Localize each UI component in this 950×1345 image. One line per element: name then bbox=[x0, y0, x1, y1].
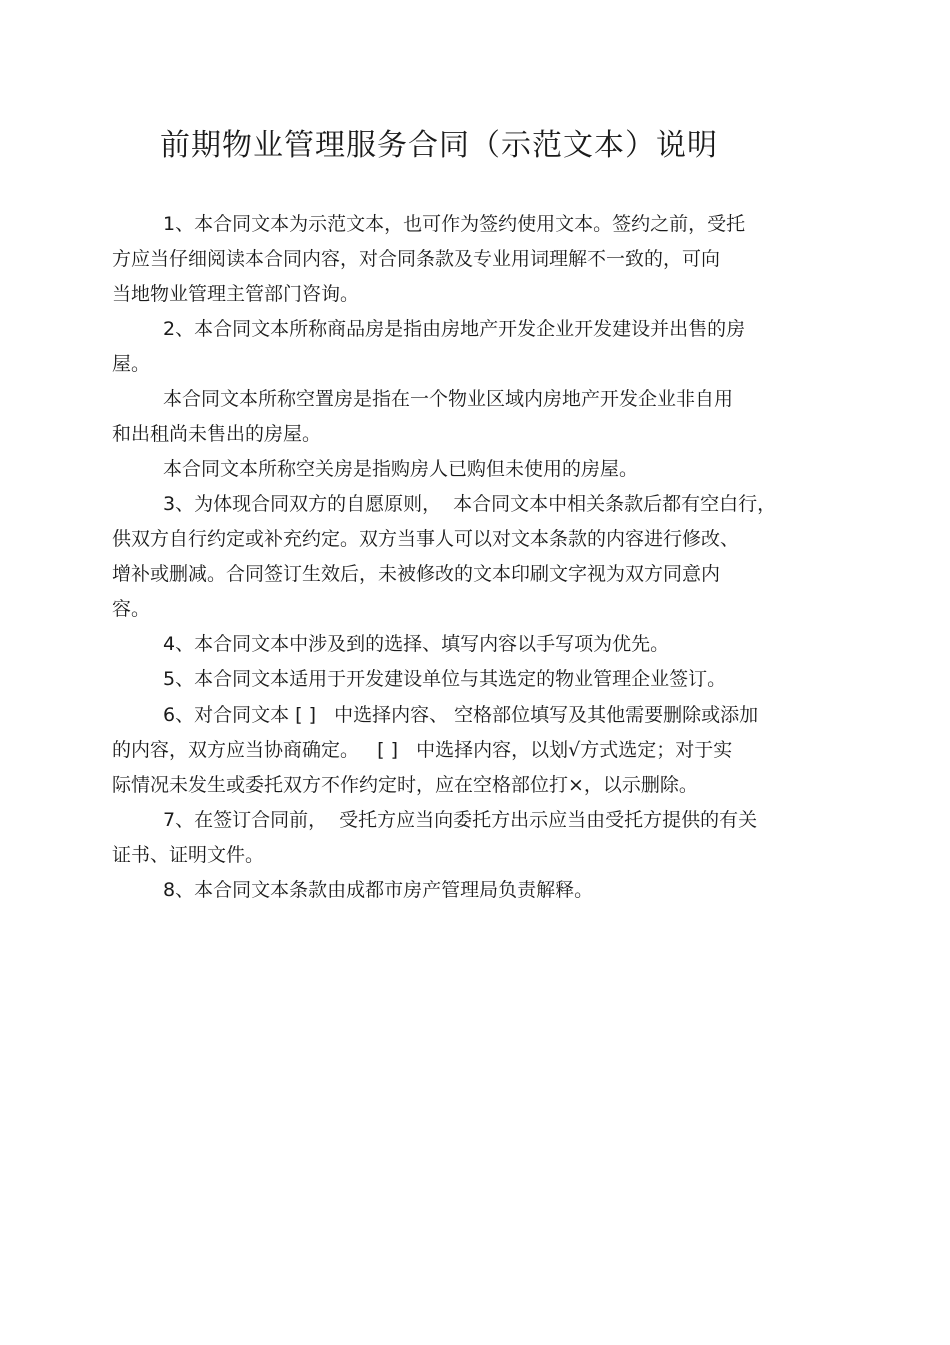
text-line: 4、本合同文本中涉及到的选择、填写内容以手写项为优先。 bbox=[163, 633, 670, 655]
text-line: 际情况未发生或委托双方不作约定时，应在空格部位打×，以示删除。 bbox=[112, 774, 698, 796]
text-line: 的内容，双方应当协商确定。 [ ] 中选择内容，以划√方式选定；对于实 bbox=[112, 739, 733, 761]
document-title: 前期物业管理服务合同（示范文本）说明 bbox=[160, 128, 718, 163]
text-line: 本合同文本所称空置房是指在一个物业区域内房地产开发企业非自用 bbox=[163, 388, 734, 410]
text-line: 1、本合同文本为示范文本，也可作为签约使用文本。签约之前，受托 bbox=[163, 213, 746, 235]
text-line: 容。 bbox=[112, 598, 151, 620]
text-line: 证书、证明文件。 bbox=[112, 844, 265, 866]
text-line: 本合同文本所称空关房是指购房人已购但未使用的房屋。 bbox=[163, 458, 639, 480]
text-line: 5、本合同文本适用于开发建设单位与其选定的物业管理企业签订。 bbox=[163, 668, 727, 690]
text-line: 6、对合同文本 [ ] 中选择内容、 空格部位填写及其他需要删除或添加 bbox=[163, 704, 759, 726]
text-line: 8、本合同文本条款由成都市房产管理局负责解释。 bbox=[163, 879, 594, 901]
text-line: 3、为体现合同双方的自愿原则， 本合同文本中相关条款后都有空白行， bbox=[163, 493, 777, 515]
text-line: 屋。 bbox=[112, 353, 151, 375]
text-line: 增补或删减。合同签订生效后，未被修改的文本印刷文字视为双方同意内 bbox=[112, 563, 721, 585]
text-line: 2、本合同文本所称商品房是指由房地产开发企业开发建设并出售的房 bbox=[163, 318, 746, 340]
text-line: 和出租尚未售出的房屋。 bbox=[112, 423, 322, 445]
text-line: 当地物业管理主管部门咨询。 bbox=[112, 283, 360, 305]
text-line: 方应当仔细阅读本合同内容，对合同条款及专业用词理解不一致的，可向 bbox=[112, 248, 721, 270]
text-line: 供双方自行约定或补充约定。双方当事人可以对文本条款的内容进行修改、 bbox=[112, 528, 740, 550]
text-line: 7、在签订合同前， 受托方应当向委托方出示应当由受托方提供的有关 bbox=[163, 809, 758, 831]
